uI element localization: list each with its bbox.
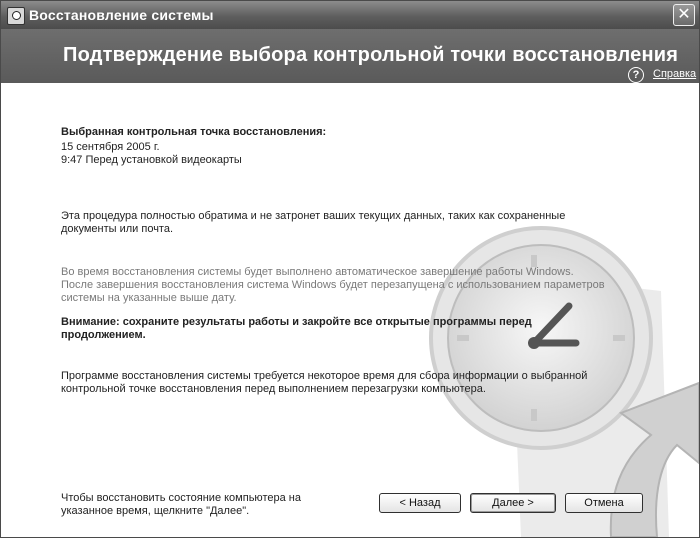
reversible-note-line2: документы или почта. [61,223,174,235]
wizard-header [1,29,699,83]
restore-point-description: 9:47 Перед установкой видеокарты [61,154,242,166]
warning-line1: Внимание: сохраните результаты работы и закройте все открытые программы перед [61,316,532,328]
help-icon[interactable]: ? [628,67,644,83]
close-button[interactable] [673,4,695,26]
cancel-button[interactable]: Отмена [565,493,643,513]
help-link[interactable]: Справка [653,68,697,80]
next-button[interactable]: Далее > [470,493,556,513]
restore-point-heading: Выбранная контрольная точка восстановления: [61,126,327,138]
shutdown-note-line3: системы на указанные выше дату. [61,292,237,304]
warning-line2: продолжением. [61,329,146,341]
close-icon: ✕ [677,6,691,23]
time-note-line2: контрольной точке восстановления перед выполнением перезагрузки компьютера. [61,383,486,395]
title-bar [1,1,699,29]
restore-point-date: 15 сентября 2005 г. [61,141,160,153]
footer-hint-line1: Чтобы восстановить состояние компьютера на [61,492,301,504]
back-button[interactable]: < Назад [379,493,461,513]
window-title: Восстановление системы [29,7,214,23]
reversible-note-line1: Эта процедура полностью обратима и не затронет ваших текущих данных, таких как сохраненные [61,210,566,222]
time-note-line1: Программе восстановления системы требуется некоторое время для сбора информации о выбранной [61,370,588,382]
system-restore-icon [7,7,25,25]
shutdown-note-line2: После завершения восстановления система Windows будет перезапущена с использованием параметров [61,279,605,291]
wizard-content [1,83,699,537]
footer-hint-line2: указанное время, щелкните "Далее". [61,505,250,517]
page-title: Подтверждение выбора контрольной точки восстановления [63,44,679,66]
shutdown-note-line1: Во время восстановления системы будет выполнено автоматическое завершение работы Windows. [61,266,574,278]
